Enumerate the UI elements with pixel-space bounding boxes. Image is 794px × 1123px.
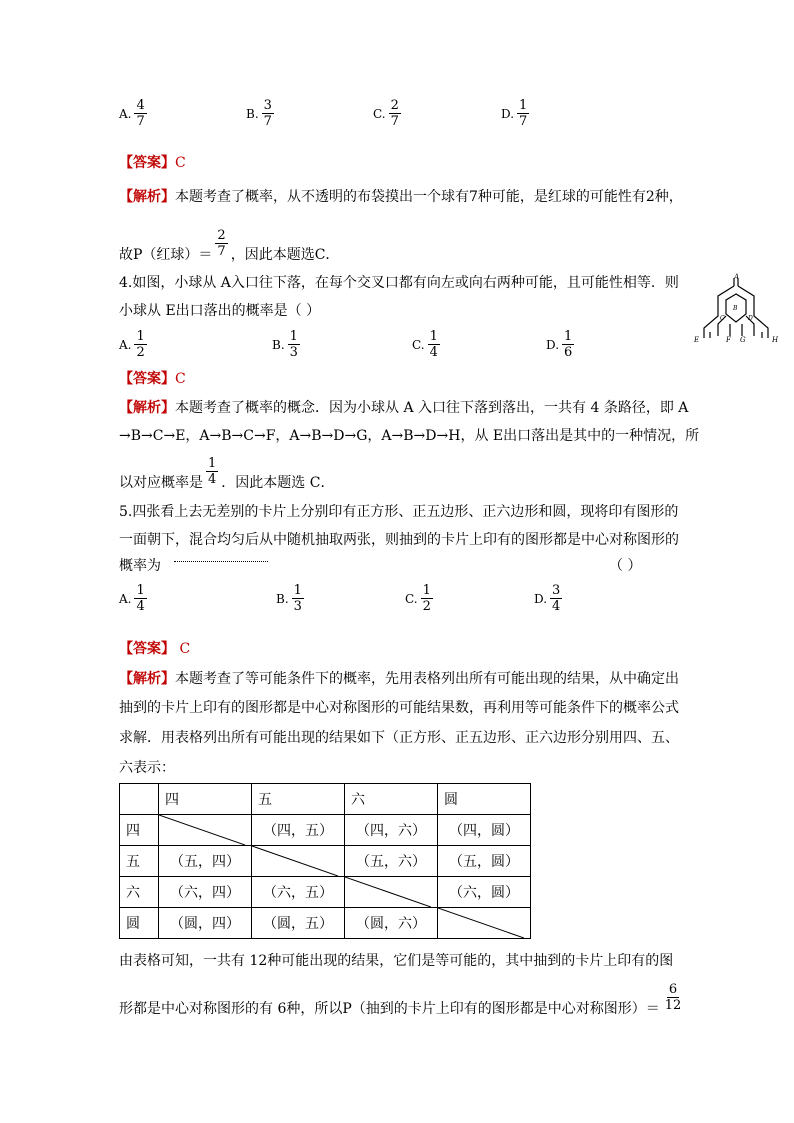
q4-stem-line1: 4.如图，小球从 A入口往下落，在每个交叉口都有向左或向右两种可能，且可能性相等．则 — [119, 275, 679, 291]
table-header-row — [120, 784, 531, 815]
denominator: 4 — [136, 599, 145, 614]
answer-tag: 【答案】 — [119, 641, 175, 657]
table-row-header: 圆 — [120, 908, 159, 939]
table-cell: （六，四） — [159, 877, 252, 908]
fraction — [134, 330, 146, 359]
table-diagonal-cell — [252, 846, 345, 877]
table-cell: （四，六） — [345, 815, 438, 846]
table-cell: （圆，五） — [252, 908, 345, 939]
table-row — [120, 846, 531, 877]
table-header-cell: 六 — [345, 784, 438, 815]
analysis-tag: 【解析】 — [119, 400, 175, 416]
option-letter: A. — [119, 106, 132, 121]
denominator: 7 — [519, 114, 528, 129]
table-diagonal-cell — [345, 877, 438, 908]
option-letter: C. — [373, 106, 386, 121]
numerator: 4 — [136, 98, 145, 113]
q4-option-b — [272, 330, 300, 359]
fraction — [428, 330, 440, 359]
q4-stem-line2: 小球从 E出口落出的概率是（ ） — [119, 303, 321, 319]
q5-conclusion-line2 — [119, 976, 683, 1018]
label-f: F — [726, 336, 731, 344]
denominator: 4 — [208, 471, 217, 487]
denominator: 4 — [552, 599, 561, 614]
q4-option-a — [119, 330, 147, 359]
numerator: 2 — [217, 227, 226, 243]
table-cell: （四，五） — [252, 815, 345, 846]
q5-analysis-line3: 求解．用表格列出所有可能出现的结果如下（正方形、正五边形、正六边形分别用四、五、 — [119, 730, 679, 746]
q5-answer-paren: （ ） — [609, 558, 642, 574]
table-header-cell: 五 — [252, 784, 345, 815]
fraction — [215, 229, 227, 258]
answer-value: C — [175, 155, 186, 171]
ball-drop-figure — [690, 272, 782, 346]
fraction — [134, 584, 146, 613]
table-header-cell: 四 — [159, 784, 252, 815]
option-letter: D. — [501, 106, 515, 121]
q3-analysis-line2 — [119, 222, 339, 264]
diagonal-line — [159, 815, 245, 845]
table-corner — [120, 784, 159, 815]
label-e: E — [694, 336, 700, 344]
label-a: A — [734, 273, 740, 281]
option-letter: A. — [119, 337, 132, 352]
table-cell: （圆，六） — [345, 908, 438, 939]
table-row-header: 六 — [120, 877, 159, 908]
q5-conclusion-line1: 由表格可知，一共有 12种可能出现的结果，它们是等可能的，其中抽到的卡片上印有的图 — [119, 953, 674, 969]
denominator: 2 — [422, 599, 431, 614]
q5-option-d — [534, 584, 562, 613]
fraction — [206, 457, 218, 486]
q5-option-b — [276, 584, 304, 613]
table-cell: （五，六） — [345, 846, 438, 877]
table-diagonal-cell — [159, 815, 252, 846]
numerator: 1 — [208, 455, 217, 471]
answer-value: C — [175, 371, 186, 387]
answer-tag: 【答案】 — [119, 371, 175, 387]
numerator: 1 — [136, 329, 145, 344]
q5-answer — [119, 638, 190, 658]
fraction — [262, 99, 274, 128]
denominator: 3 — [289, 345, 298, 360]
analysis-tag: 【解析】 — [119, 671, 175, 687]
option-letter: C. — [405, 591, 418, 606]
numerator: 3 — [263, 98, 272, 113]
analysis-text: 故P（红球）＝ — [119, 247, 213, 263]
denominator: 3 — [293, 599, 302, 614]
fraction — [562, 330, 574, 359]
option-letter: C. — [412, 337, 425, 352]
numerator: 1 — [293, 583, 302, 598]
table-row — [120, 877, 531, 908]
q5-analysis-line4: 六表示： — [119, 760, 175, 776]
q4-analysis-line1 — [119, 397, 688, 417]
analysis-text: ．因此本题选 C． — [221, 475, 335, 491]
denominator: 7 — [390, 114, 399, 129]
q5-stem-line3: 概率为 — [119, 558, 161, 574]
option-letter: B. — [276, 591, 289, 606]
option-letter: D. — [534, 591, 548, 606]
label-g: G — [740, 336, 746, 344]
q4-analysis-line2: →B→C→E，A→B→C→F，A→B→D→G，A→B→D→H，从 E出口落出是其中的一种情况，所 — [119, 428, 700, 444]
denominator: 6 — [564, 345, 573, 360]
label-b: B — [733, 305, 738, 312]
denominator: 7 — [217, 243, 226, 259]
table-row — [120, 908, 531, 939]
denominator: 12 — [664, 997, 682, 1013]
q3-analysis-line1 — [119, 186, 683, 206]
fraction — [389, 99, 401, 128]
numerator: 1 — [422, 583, 431, 598]
q4-option-c — [412, 330, 440, 359]
fraction — [292, 584, 304, 613]
q4-option-d — [546, 330, 574, 359]
analysis-text: 本题考查了等可能条件下的概率，先用表格列出所有可能出现的结果，从中确定出 — [175, 671, 679, 687]
q3-answer — [119, 152, 186, 172]
table-cell: （五，圆） — [438, 846, 531, 877]
outcome-table — [119, 783, 531, 939]
table-row — [120, 815, 531, 846]
table-row-header: 四 — [120, 815, 159, 846]
fraction — [288, 330, 300, 359]
table-row-header: 五 — [120, 846, 159, 877]
table-cell: （四，圆） — [438, 815, 531, 846]
q3-option-b — [246, 99, 274, 128]
conclusion-text: 形都是中心对称图形的有 6种，所以P（抽到的卡片上印有的图形都是中心对称图形）＝ — [119, 1001, 660, 1017]
option-letter: A. — [119, 591, 132, 606]
q3-option-d — [501, 99, 529, 128]
numerator: 6 — [668, 981, 678, 997]
q5-stem-line1: 5.四张看上去无差别的卡片上分别印有正方形、正五边形、正六边形和圆，现将印有图形的 — [119, 504, 679, 520]
label-h: H — [772, 336, 779, 344]
fraction — [663, 983, 684, 1012]
q3-option-a — [119, 99, 147, 128]
label-c: C — [720, 315, 725, 322]
diagonal-line — [345, 877, 431, 907]
analysis-text: ，因此本题选C． — [230, 247, 340, 263]
analysis-text: 本题考查了概率的概念．因为小球从 A 入口往下落到落出，一共有 4 条路径，即 A — [175, 400, 689, 416]
numerator: 1 — [136, 583, 145, 598]
dotted-blank — [174, 561, 268, 562]
q4-analysis-line3 — [119, 450, 334, 492]
denominator: 2 — [136, 345, 145, 360]
table-cell: （圆，四） — [159, 908, 252, 939]
numerator: 1 — [429, 329, 438, 344]
fraction — [421, 584, 433, 613]
table-diagonal-cell — [438, 908, 531, 939]
q5-stem-line2: 一面朝下，混合均匀后从中随机抽取两张，则抽到的卡片上印有的图形都是中心对称图形的 — [119, 532, 679, 548]
table-cell: （六，圆） — [438, 877, 531, 908]
table-cell: （六，五） — [252, 877, 345, 908]
denominator: 4 — [429, 345, 438, 360]
q5-option-a — [119, 584, 147, 613]
q3-option-c — [373, 99, 401, 128]
option-letter: B. — [272, 337, 285, 352]
q4-answer — [119, 368, 186, 388]
numerator: 1 — [519, 98, 528, 113]
analysis-text: 以对应概率是 — [119, 475, 203, 491]
label-d: D — [748, 315, 753, 322]
analysis-text: 本题考查了概率，从不透明的布袋摸出一个球有7种可能，是红球的可能性有2种， — [175, 189, 683, 205]
numerator: 3 — [552, 583, 561, 598]
diagonal-line — [438, 908, 524, 938]
q5-analysis-line1 — [119, 668, 679, 688]
q5-analysis-line2: 抽到的卡片上印有的图形都是中心对称图形的可能结果数，再利用等可能条件下的概率公式 — [119, 700, 679, 716]
diagonal-line — [252, 846, 338, 876]
answer-value: C — [175, 641, 191, 657]
numerator: 1 — [289, 329, 298, 344]
fraction — [134, 99, 146, 128]
table-cell: （五，四） — [159, 846, 252, 877]
q5-option-c — [405, 584, 433, 613]
table-header-cell: 圆 — [438, 784, 531, 815]
answer-tag: 【答案】 — [119, 155, 175, 171]
option-letter: B. — [246, 106, 259, 121]
numerator: 1 — [564, 329, 573, 344]
analysis-tag: 【解析】 — [119, 189, 175, 205]
numerator: 2 — [390, 98, 399, 113]
fraction — [517, 99, 529, 128]
denominator: 7 — [136, 114, 145, 129]
fraction — [550, 584, 562, 613]
denominator: 7 — [263, 114, 272, 129]
option-letter: D. — [546, 337, 560, 352]
